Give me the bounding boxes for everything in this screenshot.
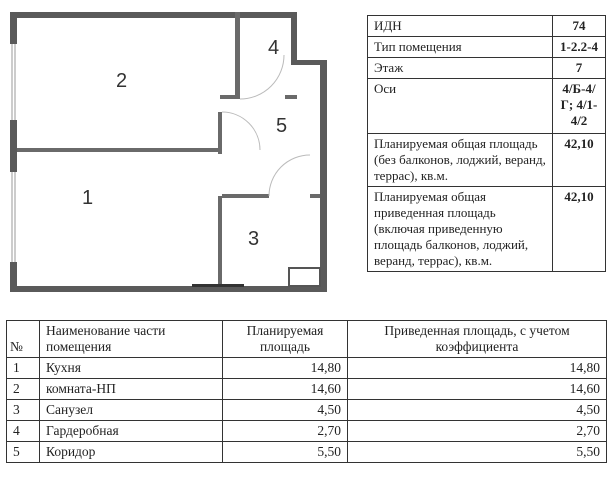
row-reduced-area: 14,80 <box>348 358 607 379</box>
room-label-3: 3 <box>248 228 260 250</box>
row-number: 2 <box>7 379 40 400</box>
shaft-box <box>289 268 320 286</box>
info-label: ИДН <box>368 16 553 37</box>
row-name: Кухня <box>40 358 223 379</box>
info-value: 74 <box>553 16 606 37</box>
info-value: 1-2.2-4 <box>553 37 606 58</box>
info-value: 4/Б-4/Г; 4/1-4/2 <box>553 79 606 134</box>
row-area: 4,50 <box>223 400 348 421</box>
info-label: Этаж <box>368 58 553 79</box>
info-label: Оси <box>368 79 553 134</box>
row-reduced-area: 4,50 <box>348 400 607 421</box>
info-label: Планируемая общая приведенная площадь (включая приведенную площадь балконов, лоджий, веранд, террас), кв.м. <box>368 187 553 272</box>
info-value: 42,10 <box>553 134 606 187</box>
info-row <box>368 37 606 58</box>
info-row <box>368 79 606 134</box>
info-row <box>368 187 606 272</box>
info-value: 42,10 <box>553 187 606 272</box>
row-area: 2,70 <box>223 421 348 442</box>
floor-plan <box>0 0 340 310</box>
rooms-area-table <box>6 320 607 463</box>
row-number: 5 <box>7 442 40 463</box>
row-number: 3 <box>7 400 40 421</box>
entrance-threshold <box>192 284 244 287</box>
row-name: Гардеробная <box>40 421 223 442</box>
apartment-info-table <box>367 15 606 272</box>
header-name: Наименование части помещения <box>40 321 223 358</box>
row-number: 4 <box>7 421 40 442</box>
info-row <box>368 134 606 187</box>
row-reduced-area: 14,60 <box>348 379 607 400</box>
room-label-5: 5 <box>276 115 288 137</box>
table-row <box>7 421 607 442</box>
row-area: 14,80 <box>223 358 348 379</box>
room-label-4: 4 <box>268 37 280 59</box>
table-row <box>7 400 607 421</box>
room-numbers <box>82 37 287 250</box>
rooms-header-row <box>7 321 607 358</box>
row-name: Санузел <box>40 400 223 421</box>
room-label-1: 1 <box>82 187 94 209</box>
table-row <box>7 379 607 400</box>
room-label-2: 2 <box>116 70 128 92</box>
table-row <box>7 442 607 463</box>
info-row <box>368 16 606 37</box>
row-name: комната-НП <box>40 379 223 400</box>
info-value: 7 <box>553 58 606 79</box>
header-number: № <box>7 321 40 358</box>
row-area: 5,50 <box>223 442 348 463</box>
row-area: 14,60 <box>223 379 348 400</box>
info-label: Планируемая общая площадь (без балконов, лоджий, веранд, террас), кв.м. <box>368 134 553 187</box>
info-row <box>368 58 606 79</box>
row-name: Коридор <box>40 442 223 463</box>
header-reduced-area: Приведенная площадь, с учетом коэффициента <box>348 321 607 358</box>
row-number: 1 <box>7 358 40 379</box>
header-area: Планируемая площадь <box>223 321 348 358</box>
table-row <box>7 358 607 379</box>
row-reduced-area: 2,70 <box>348 421 607 442</box>
row-reduced-area: 5,50 <box>348 442 607 463</box>
info-label: Тип помещения <box>368 37 553 58</box>
